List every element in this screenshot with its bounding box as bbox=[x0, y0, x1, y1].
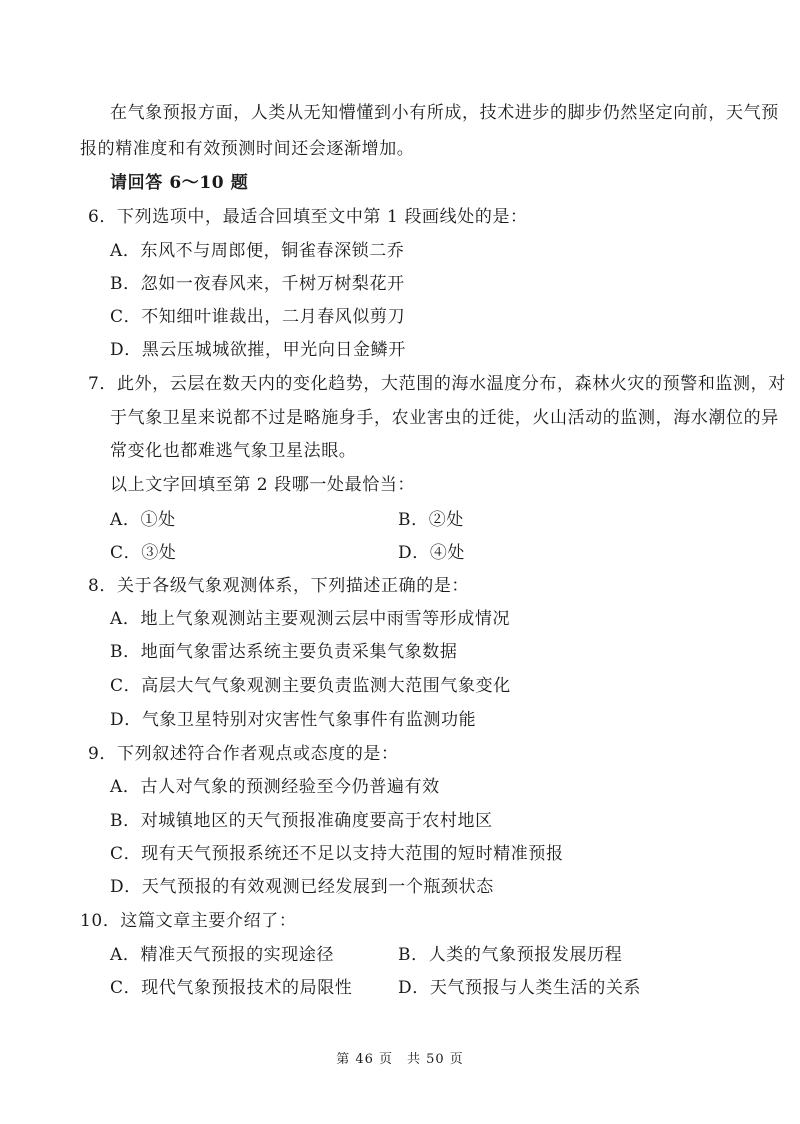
q9-option-c: C．现有天气预报系统还不足以支持大范围的短时精准预报 bbox=[110, 844, 564, 864]
q10-option-c: C．现代气象预报技术的局限性 bbox=[110, 978, 353, 998]
q8-option-c: C．高层大气气象观测主要负责监测大范围气象变化 bbox=[110, 676, 511, 696]
intro-line-2: 报的精准度和有效预测时间还会逐渐增加。 bbox=[80, 139, 415, 159]
q8-option-b: B．地面气象雷达系统主要负责采集气象数据 bbox=[110, 642, 458, 662]
q7-prompt: 以上文字回填至第 2 段哪一处最恰当： bbox=[110, 475, 416, 495]
q9-option-a: A．古人对气象的预测经验至今仍普遍有效 bbox=[110, 777, 440, 797]
q7-option-b: B．②处 bbox=[398, 510, 464, 530]
q8-option-a: A．地上气象观测站主要观测云层中雨雪等形成情况 bbox=[110, 609, 511, 629]
q8-stem: 8．关于各级气象观测体系，下列描述正确的是： bbox=[88, 576, 470, 596]
q6-stem: 6．下列选项中，最适合回填至文中第 1 段画线处的是： bbox=[88, 207, 528, 227]
q7-stem-line-2: 于气象卫星来说都不过是略施身手，农业害虫的迁徙，火山活动的监测，海水潮位的异 bbox=[110, 408, 779, 428]
q10-option-b: B．人类的气象预报发展历程 bbox=[398, 945, 623, 965]
intro-line-1: 在气象预报方面，人类从无知懵懂到小有所成，技术进步的脚步仍然坚定向前，天气预 bbox=[110, 103, 779, 123]
q10-stem: 10．这篇文章主要介绍了： bbox=[80, 911, 297, 931]
q9-stem: 9．下列叙述符合作者观点或态度的是： bbox=[88, 744, 399, 764]
q9-option-b: B．对城镇地区的天气预报准确度要高于农村地区 bbox=[110, 811, 493, 831]
page-number-footer: 第 46 页 共 50 页 bbox=[336, 1052, 464, 1067]
q10-option-a: A．精准天气预报的实现途径 bbox=[110, 945, 335, 965]
q7-stem-line-3: 常变化也都难逃气象卫星法眼。 bbox=[110, 441, 357, 461]
q6-option-a: A．东风不与周郎便，铜雀春深锁二乔 bbox=[110, 241, 405, 261]
q7-option-c: C．③处 bbox=[110, 543, 177, 563]
q6-option-c: C．不知细叶谁裁出，二月春风似剪刀 bbox=[110, 307, 406, 327]
q6-option-d: D．黑云压城城欲摧，甲光向日金鳞开 bbox=[110, 340, 406, 360]
q7-stem-line-1: 7．此外，云层在数天内的变化趋势，大范围的海水温度分布，森林火灾的预警和监测，对 bbox=[88, 374, 786, 394]
q6-option-b: B．忽如一夜春风来，千树万树梨花开 bbox=[110, 274, 405, 294]
q9-option-d: D．天气预报的有效观测已经发展到一个瓶颈状态 bbox=[110, 877, 494, 897]
q7-option-d: D．④处 bbox=[398, 543, 466, 563]
q10-option-d: D．天气预报与人类生活的关系 bbox=[398, 978, 642, 998]
section-heading: 请回答 6～10 题 bbox=[110, 173, 249, 193]
q7-option-a: A．①处 bbox=[110, 510, 176, 530]
q8-option-d: D．气象卫星特别对灾害性气象事件有监测功能 bbox=[110, 710, 477, 730]
